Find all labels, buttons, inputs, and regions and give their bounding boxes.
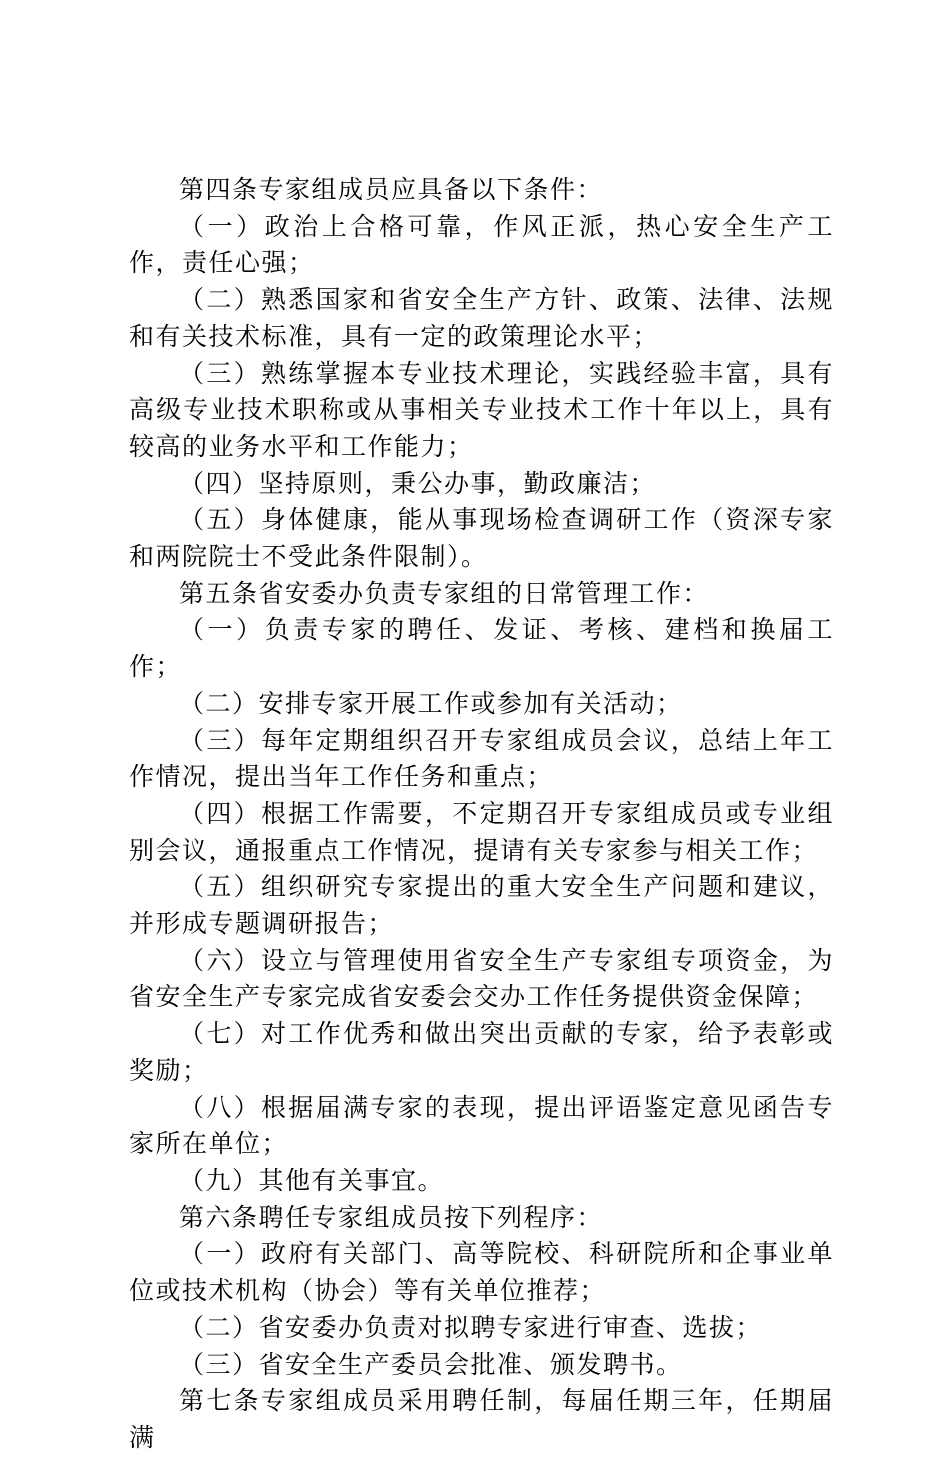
document-body xyxy=(129,172,834,1457)
article-5-item-8: （八）根据届满专家的表现，提出评语鉴定意见函告专家所在单位； xyxy=(129,1092,834,1159)
article-6-item-3: （三）省安全生产委员会批准、颁发聘书。 xyxy=(179,1349,683,1379)
article-5-item-4: （四）根据工作需要，不定期召开专家组成员或专业组别会议，通报重点工作情况，提请有关专家参与相关工作； xyxy=(129,798,834,865)
article-5-item-9: （九）其他有关事宜。 xyxy=(179,1165,445,1195)
article-5-item-1: （一）负责专家的聘任、发证、考核、建档和换届工作； xyxy=(129,615,834,682)
article-5-heading: 第五条省安委办负责专家组的日常管理工作： xyxy=(179,578,710,608)
article-4-item-2: （二）熟悉国家和省安全生产方针、政策、法律、法规和有关技术标准，具有一定的政策理论水平； xyxy=(129,285,834,351)
article-5-item-3: （三）每年定期组织召开专家组成员会议，总结上年工作情况，提出当年工作任务和重点； xyxy=(129,725,834,792)
article-4-item-4: （四）坚持原则，秉公办事，勤政廉洁； xyxy=(179,468,657,498)
article-5-item-2: （二）安排专家开展工作或参加有关活动； xyxy=(179,688,683,718)
article-5-item-5: （五）组织研究专家提出的重大安全生产问题和建议，并形成专题调研报告； xyxy=(129,872,834,939)
article-4-item-5: （五）身体健康，能从事现场检查调研工作（资深专家和两院院士不受此条件限制）。 xyxy=(129,505,834,572)
article-6-item-1: （一）政府有关部门、高等院校、科研院所和企事业单位或技术机构（协会）等有关单位推荐； xyxy=(129,1239,834,1306)
article-4-heading: 第四条专家组成员应具备以下条件： xyxy=(179,175,604,204)
article-4-item-3: （三）熟练掌握本专业技术理论，实践经验丰富，具有高级专业技术职称或从事相关专业技术工作十年以上，具有较高的业务水平和工作能力； xyxy=(129,358,834,461)
article-4-item-1: （一）政治上合格可靠，作风正派，热心安全生产工作，责任心强； xyxy=(129,211,834,278)
article-6-item-2: （二）省安委办负责对拟聘专家进行审查、选拔； xyxy=(179,1312,763,1342)
article-5-item-6: （六）设立与管理使用省安全生产专家组专项资金，为省安全生产专家完成省安委会交办工作任务提供资金保障； xyxy=(129,945,834,1012)
article-5-item-7: （七）对工作优秀和做出突出贡献的专家，给予表彰或奖励； xyxy=(129,1019,834,1085)
article-7-heading: 第七条专家组成员采用聘任制，每届任期三年，任期届满 xyxy=(129,1386,834,1452)
article-6-heading: 第六条聘任专家组成员按下列程序： xyxy=(179,1202,604,1232)
